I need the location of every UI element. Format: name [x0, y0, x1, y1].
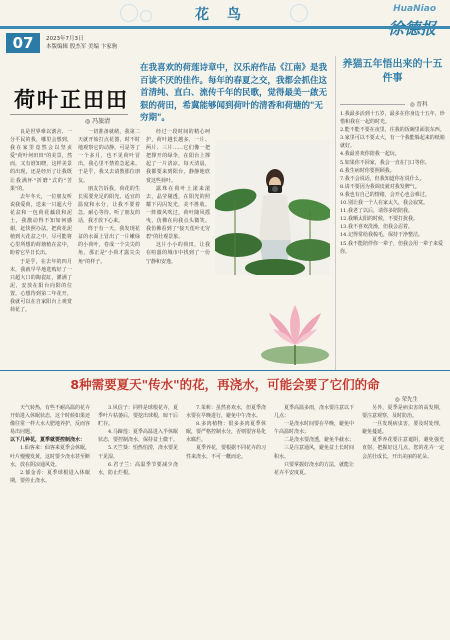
- page-number: 07: [6, 33, 40, 53]
- lead-column-3: [146, 128, 210, 368]
- decor-circle: [120, 4, 138, 22]
- paragraph: 良是世界难以割舍、一分平民的我，哪里会想到，我在家里竟然会以坚贞爱"荷叶何田田"的美景，然而，又有谁知晓，这样美景的出现，还是经历了让我既让我满怀"折磨"式的"苦果"的。: [10, 129, 72, 192]
- list-item: 9.我也有自己的情绪，会开心也会难过。: [340, 191, 430, 198]
- paragraph: 终于有一天，我发现花盆的水面上冒出了一片嫩绿的小荷叶，卷成一个尖尖的角，那正是"小荷才露尖尖角"的样子。: [78, 226, 140, 265]
- section-title: 花鸟: [195, 7, 259, 23]
- list-item: 8.请不要因为我调皮就对我发脾气。: [340, 183, 420, 190]
- lotus-photo: [215, 140, 330, 275]
- lead-column-2: [78, 128, 140, 368]
- section-pinyin: HuaNiao: [393, 4, 436, 14]
- lead-author: ◎ 冯旅清: [85, 118, 111, 125]
- page-header: [0, 0, 450, 56]
- lotus-photo-image: [215, 140, 330, 275]
- paragraph: 一是浇水时间要在早晚，避免中午高温时浇水；: [274, 421, 354, 436]
- list-item: 3.家里可以不要太大，有一个我能躲起来的纸箱就好。: [340, 135, 445, 150]
- paragraph: 只要掌握好浇水的方法，就能让花卉平安度夏。: [274, 461, 354, 476]
- decor-circle: [290, 4, 308, 22]
- sidebar-title: 养猫五年悟出来的十五件事: [342, 59, 443, 84]
- paragraph: 7.茉莉：虽然喜欢水，但夏季浇水要在早晚进行，避免中午浇水。: [186, 405, 266, 420]
- list-item: 14.记得常给我梳毛，保持干净整洁。: [340, 232, 423, 239]
- article2-column-1: [10, 404, 90, 634]
- paragraph: 一旦发现病虫害，要及时处理，避免蔓延。: [362, 421, 444, 436]
- sidebar-list: [340, 110, 445, 368]
- list-item: 7.我不会说话，但我知道你在说什么。: [340, 175, 425, 182]
- paragraph: 2.郁金香：夏季球根进入休眠期，要停止浇水。: [10, 469, 90, 484]
- lotus-flower-illustration: [255, 285, 335, 367]
- paragraph: 经过一段时间的精心呵护，荷叶越长越多，一片、两片、三片……它们像一把把撑开的绿伞，在阳台上撑起了一片清凉。每天清晨，我都要来到阳台，静静地欣赏这些荷叶。: [146, 129, 210, 184]
- paragraph: 于是乎，在去年的四月末，我就早早地选购好了一只超大口的陶瓷缸，灌满了泥，安放在阳台向阳的位置。心想待到第二年花开，我就可以在自家阳台上观赏荷花了。: [10, 258, 72, 314]
- paragraph: 8.多肉植物：很多多肉夏季休眠，要严格控制水分，否则很容易化水腐烂。: [186, 421, 266, 444]
- paragraph: 夏季高温多雨，浇水要注意以下几点：: [274, 405, 354, 420]
- list-item: 13.我不喜欢洗澡，但我会忍着。: [340, 224, 413, 231]
- paragraph: 夏季养花要注意遮阴，避免强光直射，把握好这几点，您的花卉一定会茁壮成长，开出美丽的花朵。: [362, 437, 444, 460]
- paragraph: 露珠在荷叶上滚来滚去，晶莹剔透，在阳光的照耀下闪闪发光，美不胜收。一阵微风吹过，荷叶随风摇曳，仿佛在向我点头微笑。我仿佛看到了"接天莲叶无穷碧"的壮观景象。: [146, 185, 210, 241]
- list-item: 4.我最喜欢你陪我一起玩。: [340, 151, 400, 158]
- article2-column-5: [362, 404, 444, 634]
- sidebar-rule: [340, 104, 405, 105]
- list-item: 11.我老了以后，请你多陪陪我。: [340, 208, 413, 215]
- lead-column-1: [10, 128, 72, 368]
- lead-title: 荷叶正田田: [14, 87, 129, 112]
- article2-author: ◎ 荣先生: [395, 397, 419, 403]
- paragraph: 朋友告诉我，荷花的生长需要充足的阳光、适宜的温度和水分，让我不要着急，耐心等待。听了朋友的话，我才放下心来。: [78, 185, 140, 225]
- paragraph: 1.仙客来：仙客来夏季会休眠，叶片慢慢发黄，这时要少浇水甚至断水，放在阴凉通风处。: [10, 445, 90, 468]
- article2-title: 8种需要夏天"传水"的花，再浇水，可能会要了它们的命: [70, 377, 380, 392]
- paragraph: 去年冬天，一位朋友听说我爱荷，送来一只超大号花盆和一包荷花藕段和泥土，我激动得不知如何感谢，赶快照办法，把荷花泥植到大花盆之中，尽可能将心里所想的荷塘植在盆中，盼着它早日长出。: [10, 193, 72, 257]
- column-divider: [335, 56, 336, 370]
- paragraph: 6.君子兰：高温季节要减少浇水，防止烂根。: [98, 461, 178, 476]
- paragraph: 另外，夏季是病虫害的高发期，要注意观察，及时防治。: [362, 405, 444, 420]
- paragraph: 天气转热，有些不耐高温的花卉开始进入休眠状态，这个时候如果还像往常一样大水大肥地养护，反而容易出问题。: [10, 405, 90, 436]
- list-item: 12.我晒太阳的时候，不要打扰我。: [340, 216, 418, 223]
- lead-summary: 在我喜欢的荷莲诗章中，汉乐府作品《江南》是我百读不厌的佳作。每年的春夏之交，我都会抓住这首清纯、直白、流传千年的民歌，觉得最美一啟无狠的荷田，希冀能够闻到荷叶的清香和荷塘的"无穷期"。: [140, 63, 328, 123]
- list-item: 10.别让我一个人在家太久，我会寂寞。: [340, 200, 428, 207]
- issue-editors: 本版编辑 殷杰军 美编 卞家驹: [46, 44, 118, 50]
- paragraph: 3.风信子：同样是球根花卉，夏季叶片枯萎后，要挖出球根，晾干后贮存。: [98, 405, 178, 428]
- decor-circle: [140, 10, 152, 22]
- section-separator: [0, 370, 450, 371]
- paragraph: 5.天竺葵：怕热怕涝，浇水要见干见湿。: [98, 445, 178, 460]
- issue-meta: [46, 35, 117, 51]
- paragraph: 这片小小的荷田，让我在喧嚣的城市中找到了一份宁静和安逸。: [146, 242, 210, 265]
- sidebar-author: ◎ 晋科: [410, 102, 428, 108]
- header-rule: [0, 26, 450, 29]
- list-item: 5.如果你不回家，我会一直在门口等你。: [340, 159, 430, 166]
- paragraph: 一切准备就绪，我第二天就开始打点花器，时不时地观察它的动静。可是等了一个多月，也不见荷叶冒出，我心里不禁着急起来。于是乎，我又去请教那位朋友。: [78, 129, 140, 184]
- paragraph: 4.马蹄莲：夏季高温进入半休眠状态，要控制浇水，保持盆土微干。: [98, 429, 178, 444]
- paragraph: 三是注意通风，避免盆土长时间积水。: [274, 445, 354, 460]
- list-item: 15.我不能陪伴你一辈子，但我会用一辈子来爱你。: [340, 240, 443, 255]
- paragraph: 以下几种花，夏季就要控制浇水：: [10, 437, 86, 444]
- list-item: 2.能不能不要在夜里，往我的饭碗里面装东西。: [340, 127, 445, 134]
- article2-column-4: [274, 404, 354, 634]
- article2-column-3: [186, 404, 266, 634]
- list-item: 1.我最多活到十五岁，最多在你身边十五年，珍惜和我在一起的时光。: [340, 111, 445, 126]
- paragraph: 二是浇水要浇透，避免半截水；: [284, 437, 354, 444]
- paragraph: 夏季养花，要根据不同花卉的习性来浇水，不可一概而论。: [186, 445, 266, 460]
- article2-column-2: [98, 404, 178, 634]
- issue-date: 2023年7月3日: [46, 36, 84, 42]
- list-item: 6.我生病时你要照顾我。: [340, 167, 395, 174]
